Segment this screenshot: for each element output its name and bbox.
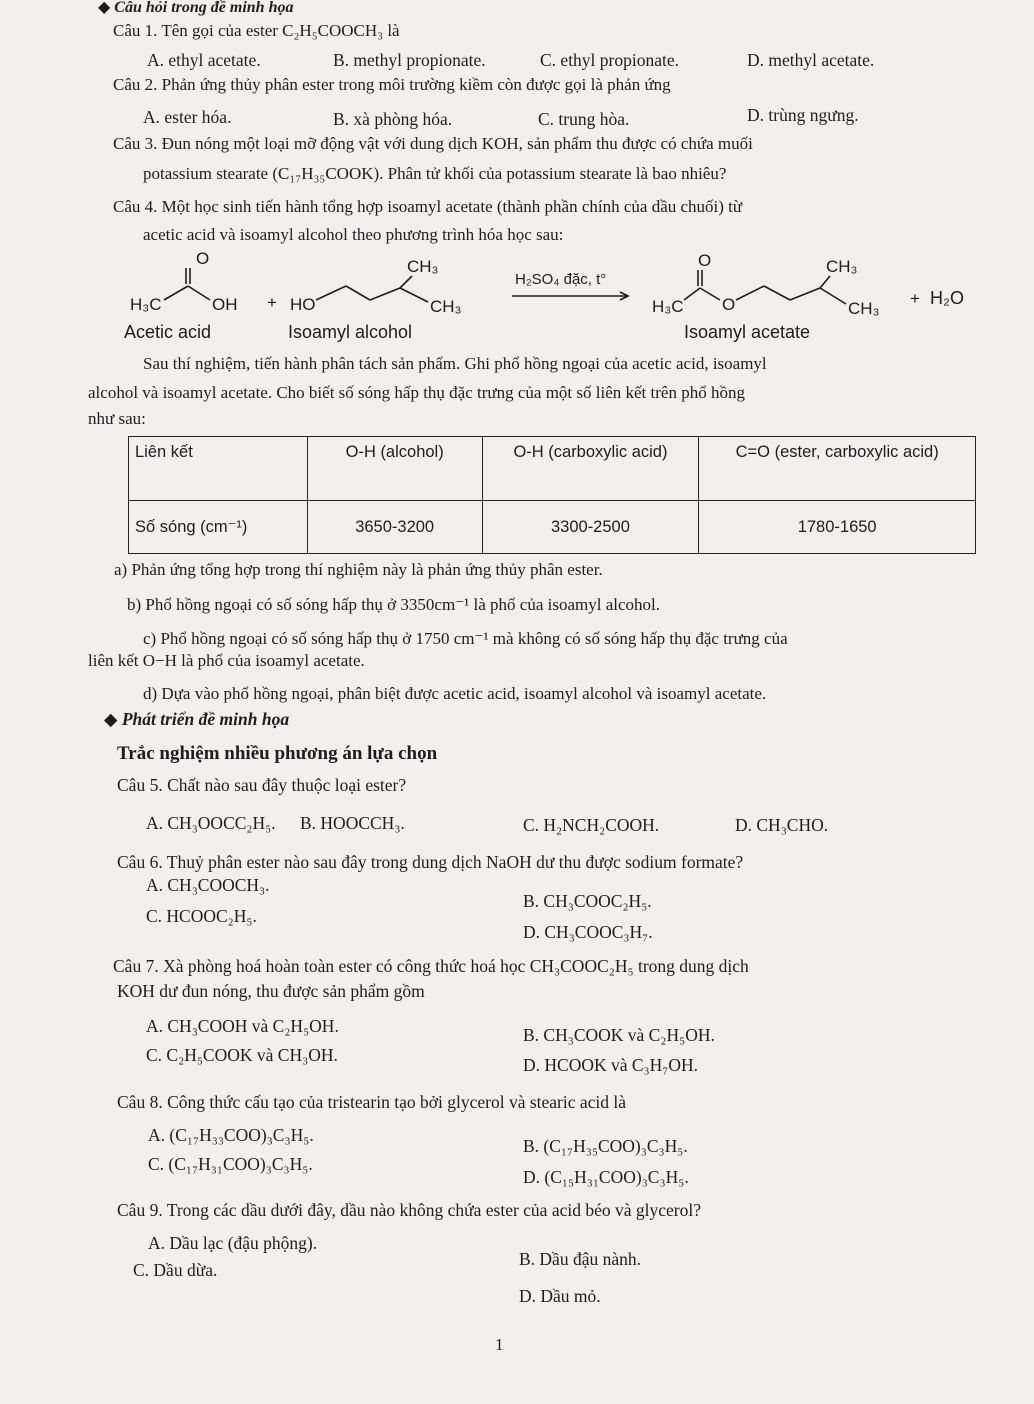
acid-o: O (196, 249, 210, 268)
statement-c1: c) Phổ hồng ngoại có số sóng hấp thụ ở 1750 cm⁻¹ mà không có số sóng hấp thụ đặc trưng của (143, 629, 788, 648)
q7-option-b[interactable]: B. CH₃COOK và C₂H₅OH. (523, 1025, 715, 1045)
statement-b: b) Phổ hồng ngoại có số sóng hấp thụ ở 3350cm⁻¹ là phổ của isoamyl alcohol. (127, 595, 660, 614)
q8-option-d[interactable]: D. (C₁₅H₃₁COO)₃C₃H₅. (523, 1167, 689, 1187)
statement-d: d) Dựa vào phổ hồng ngoại, phân biệt được acetic acid, isoamyl alcohol và isoamyl acetate. (143, 684, 767, 703)
q1-option-b[interactable]: B. methyl propionate. (333, 50, 486, 70)
ir-table (128, 436, 976, 554)
q5-stem: Câu 5. Chất nào sau đây thuộc loại ester? (117, 775, 407, 795)
water: H₂O (930, 288, 964, 308)
acid-label: Acetic acid (124, 322, 212, 342)
td-oh-acid-range: 3300-2500 (482, 501, 699, 554)
conditions: H₂SO₄ đặc, t° (515, 271, 607, 288)
alcohol-label: Isoamyl alcohol (288, 322, 413, 342)
statement-a: a) Phản ứng tổng hợp trong thí nghiệm này là phản ứng thủy phân ester. (114, 560, 603, 579)
q7-option-d[interactable]: D. HCOOK và C₃H₇OH. (523, 1055, 699, 1075)
th-oh-alcohol: O-H (alcohol) (307, 437, 482, 501)
q8-option-a[interactable]: A. (C₁₇H₃₃COO)₃C₃H₅. (148, 1125, 314, 1145)
section-header: ◆ Câu hỏi trong đề minh họa (98, 0, 294, 16)
q9-option-a[interactable]: A. Dầu lạc (đậu phộng). (148, 1233, 318, 1253)
ester-ch3-top: CH₃ (826, 257, 858, 276)
q2-option-c[interactable]: C. trung hòa. (538, 109, 630, 129)
q3-line2: potassium stearate (C₁₇H₃₅COOK). Phân tử khối của potassium stearate là bao nhiêu? (143, 164, 727, 183)
acid-h3c: H₃C (130, 295, 162, 314)
q9-option-c[interactable]: C. Dầu dừa. (133, 1260, 218, 1280)
q6-option-a[interactable]: A. CH₃COOCH₃. (146, 875, 270, 895)
q6-option-c[interactable]: C. HCOOC₂H₅. (146, 906, 257, 926)
plus-1: + (267, 293, 277, 312)
q8-option-b[interactable]: B. (C₁₇H₃₅COO)₃C₃H₅. (523, 1136, 688, 1156)
q7-option-c[interactable]: C. C₂H₅COOK và CH₃OH. (146, 1045, 338, 1065)
statement-c2: liên kết O−H là phổ của isoamyl acetate. (88, 651, 365, 670)
q8-stem: Câu 8. Công thức cấu tạo của tristearin tạo bởi glycerol và stearic acid là (117, 1092, 627, 1112)
q6-option-b[interactable]: B. CH₃COOC₂H₅. (523, 891, 652, 911)
q7-line1: Câu 7. Xà phòng hoá hoàn toàn ester có công thức hoá học CH₃COOC₂H₅ trong dung dịch (113, 956, 749, 976)
mc-header: Trắc nghiệm nhiều phương án lựa chọn (117, 743, 438, 764)
q6-option-d[interactable]: D. CH₃COOC₃H₇. (523, 922, 653, 942)
q4-para2: alcohol và isoamyl acetate. Cho biết số sóng hấp thụ đặc trưng của một số liên kết trên phổ hồng (88, 383, 745, 402)
ester-o: O (722, 295, 736, 314)
td-wavenumber-label: Số sóng (cm⁻¹) (129, 501, 308, 554)
q5-option-d[interactable]: D. CH₃CHO. (735, 815, 829, 835)
q3-line1: Câu 3. Đun nóng một loại mỡ động vật với dung dịch KOH, sản phẩm thu được có chứa muối (113, 134, 753, 153)
td-oh-alcohol-range: 3650-3200 (307, 501, 482, 554)
q4-para3: như sau: (88, 409, 146, 428)
q1-option-d[interactable]: D. methyl acetate. (747, 50, 875, 70)
dev-header: ◆ Phát triển đề minh họa (104, 709, 290, 729)
q1-stem: Câu 1. Tên gọi của ester C₂H₅COOCH₃ là (113, 21, 400, 40)
q4-para1: Sau thí nghiệm, tiến hành phân tách sản phẩm. Ghi phổ hồng ngoại của acetic acid, isoamyl (143, 354, 767, 373)
q5-option-c[interactable]: C. H₂NCH₂COOH. (523, 815, 660, 835)
q1-option-a[interactable]: A. ethyl acetate. (147, 50, 261, 70)
q2-option-b[interactable]: B. xà phòng hóa. (333, 109, 453, 129)
plus-2: + (910, 289, 920, 308)
ester-h3c: H₃C (652, 297, 684, 316)
ester-ch3-end: CH₃ (848, 299, 880, 318)
q4-line2: acetic acid và isoamyl alcohol theo phương trình hóa học sau: (143, 225, 564, 244)
q5-option-a[interactable]: A. CH₃OOCC₂H₅. (146, 813, 276, 833)
acid-oh: OH (212, 295, 238, 314)
q7-option-a[interactable]: A. CH₃COOH và C₂H₅OH. (146, 1016, 339, 1036)
q5-option-b[interactable]: B. HOOCCH₃. (300, 813, 405, 833)
th-bond: Liên kết (129, 437, 308, 501)
q6-stem: Câu 6. Thuỷ phân ester nào sau đây trong dung dịch NaOH dư thu được sodium formate? (117, 852, 744, 872)
q2-option-d[interactable]: D. trùng ngưng. (747, 105, 859, 125)
alcohol-ch3-end: CH₃ (430, 297, 462, 316)
th-oh-acid: O-H (carboxylic acid) (482, 437, 699, 501)
q9-option-b[interactable]: B. Dầu đậu nành. (519, 1249, 641, 1269)
ester-o-double: O (698, 251, 712, 270)
td-co-range: 1780-1650 (699, 501, 976, 554)
q8-option-c[interactable]: C. (C₁₇H₃₁COO)₃C₃H₅. (148, 1154, 313, 1174)
ester-label: Isoamyl acetate (684, 322, 811, 342)
q2-stem: Câu 2. Phản ứng thủy phân ester trong môi trường kiềm còn được gọi là phản ứng (113, 75, 671, 94)
page-number: 1 (495, 1335, 504, 1354)
reaction-scheme (110, 248, 990, 348)
q7-line2: KOH dư đun nóng, thu được sản phẩm gồm (117, 981, 425, 1001)
q4-line1: Câu 4. Một học sinh tiến hành tổng hợp isoamyl acetate (thành phần chính của dầu chuối) từ (113, 197, 743, 216)
q2-option-a[interactable]: A. ester hóa. (143, 107, 232, 127)
q9-stem: Câu 9. Trong các dầu dưới đây, dầu nào không chứa ester của acid béo và glycerol? (117, 1200, 701, 1220)
q9-option-d[interactable]: D. Dầu mỏ. (519, 1286, 601, 1306)
th-co: C=O (ester, carboxylic acid) (699, 437, 976, 501)
alcohol-ch3-top: CH₃ (407, 257, 439, 276)
q1-option-c[interactable]: C. ethyl propionate. (540, 50, 680, 70)
alcohol-ho: HO (290, 295, 316, 314)
